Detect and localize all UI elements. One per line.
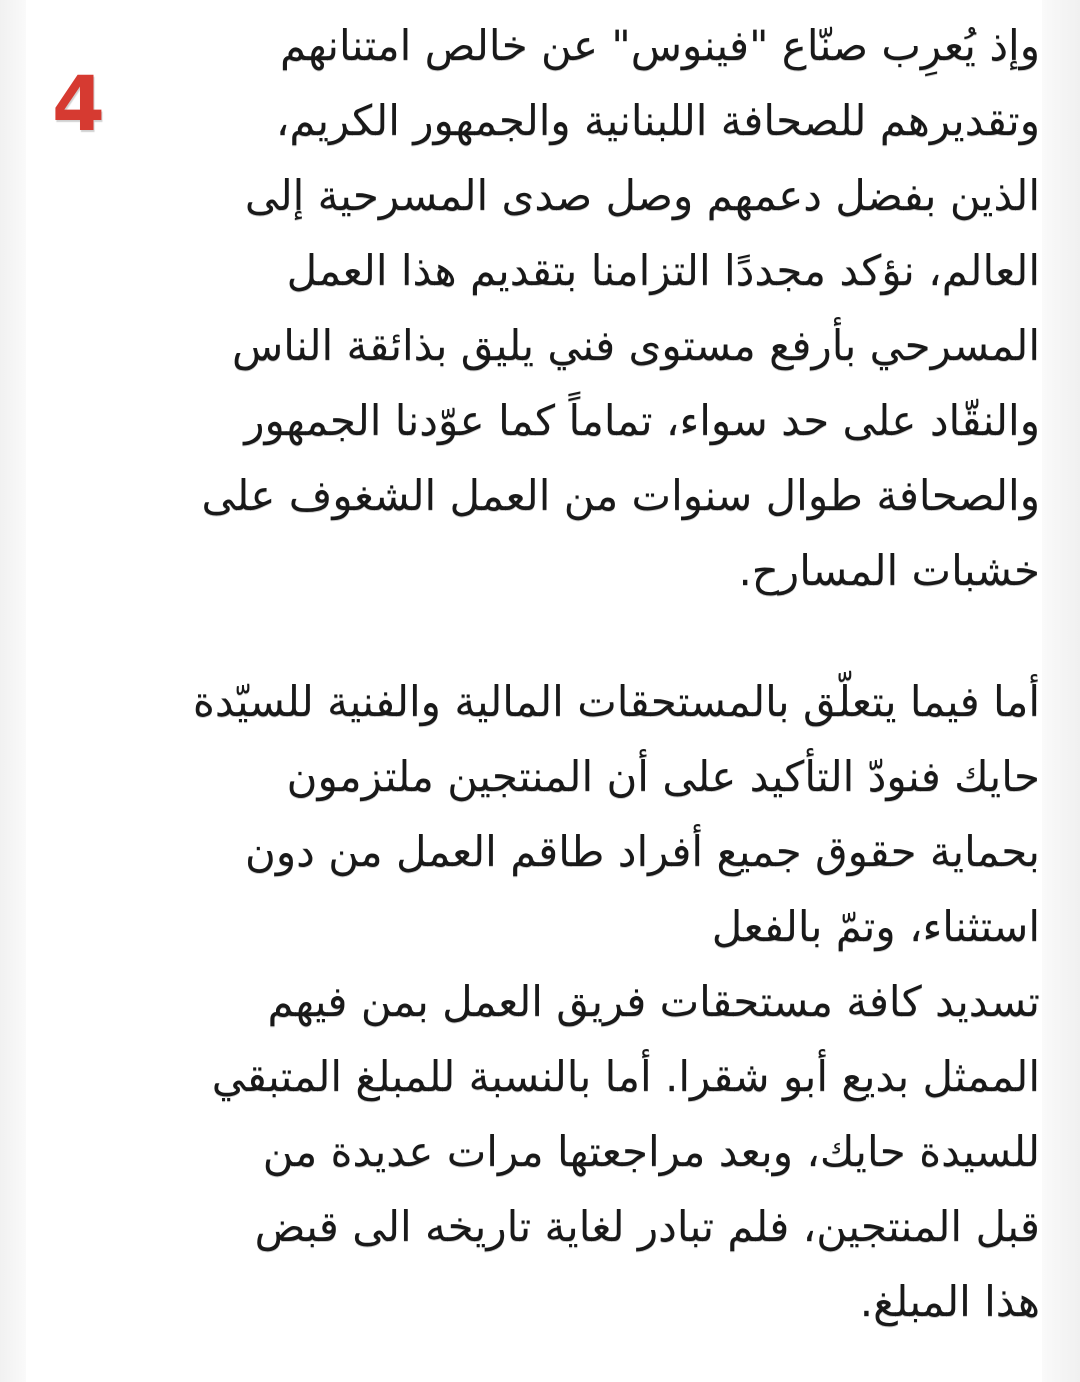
text-line: والنقّاد على حد سواء، تماماً كما عوّدنا الجمهور <box>244 396 1040 445</box>
left-edge-shading <box>0 0 26 1382</box>
text-line: العالم، نؤكد مجددًا التزامنا بتقديم هذا العمل <box>286 246 1040 295</box>
text-line: وتقديرهم للصحافة اللبنانية والجمهور الكريم، <box>275 96 1040 145</box>
text-line: الممثل بديع أبو شقرا. أما بالنسبة للمبلغ المتبقي <box>211 1052 1040 1101</box>
text-line: تسديد كافة مستحقات فريق العمل بمن فيهم <box>267 977 1040 1026</box>
text-line: والصحافة طوال سنوات من العمل الشغوف على <box>201 471 1040 520</box>
text-line: حايك فنودّ التأكيد على أن المنتجين ملتزمون <box>286 752 1040 801</box>
paragraph-dues <box>66 664 1040 1339</box>
statement-text <box>66 8 1040 1339</box>
text-line: هذا المبلغ. <box>859 1277 1040 1326</box>
text-line: استثناء، وتمّ بالفعل <box>711 902 1040 951</box>
text-line: للسيدة حايك، وبعد مراجعتها مرات عديدة من <box>262 1127 1040 1176</box>
text-line: بحماية حقوق جميع أفراد طاقم العمل من دون <box>245 827 1040 876</box>
text-line: الذين بفضل دعمهم وصل صدى المسرحية إلى <box>244 171 1040 220</box>
page-number: 4 <box>52 59 105 148</box>
right-edge-shading <box>1042 0 1080 1382</box>
text-line: قبل المنتجين، فلم تبادر لغاية تاريخه الى قبض <box>254 1202 1040 1251</box>
text-line: أما فيما يتعلّق بالمستحقات المالية والفنية للسيّدة <box>192 677 1040 726</box>
text-line: المسرحي بأرفع مستوى فني يليق بذائقة الناس <box>232 321 1040 370</box>
paragraph-gratitude <box>66 8 1040 608</box>
text-line: خشبات المسارح. <box>738 546 1040 595</box>
text-line: وإذ يُعرِب صنّاع "فينوس" عن خالص امتنانهم <box>280 21 1040 70</box>
